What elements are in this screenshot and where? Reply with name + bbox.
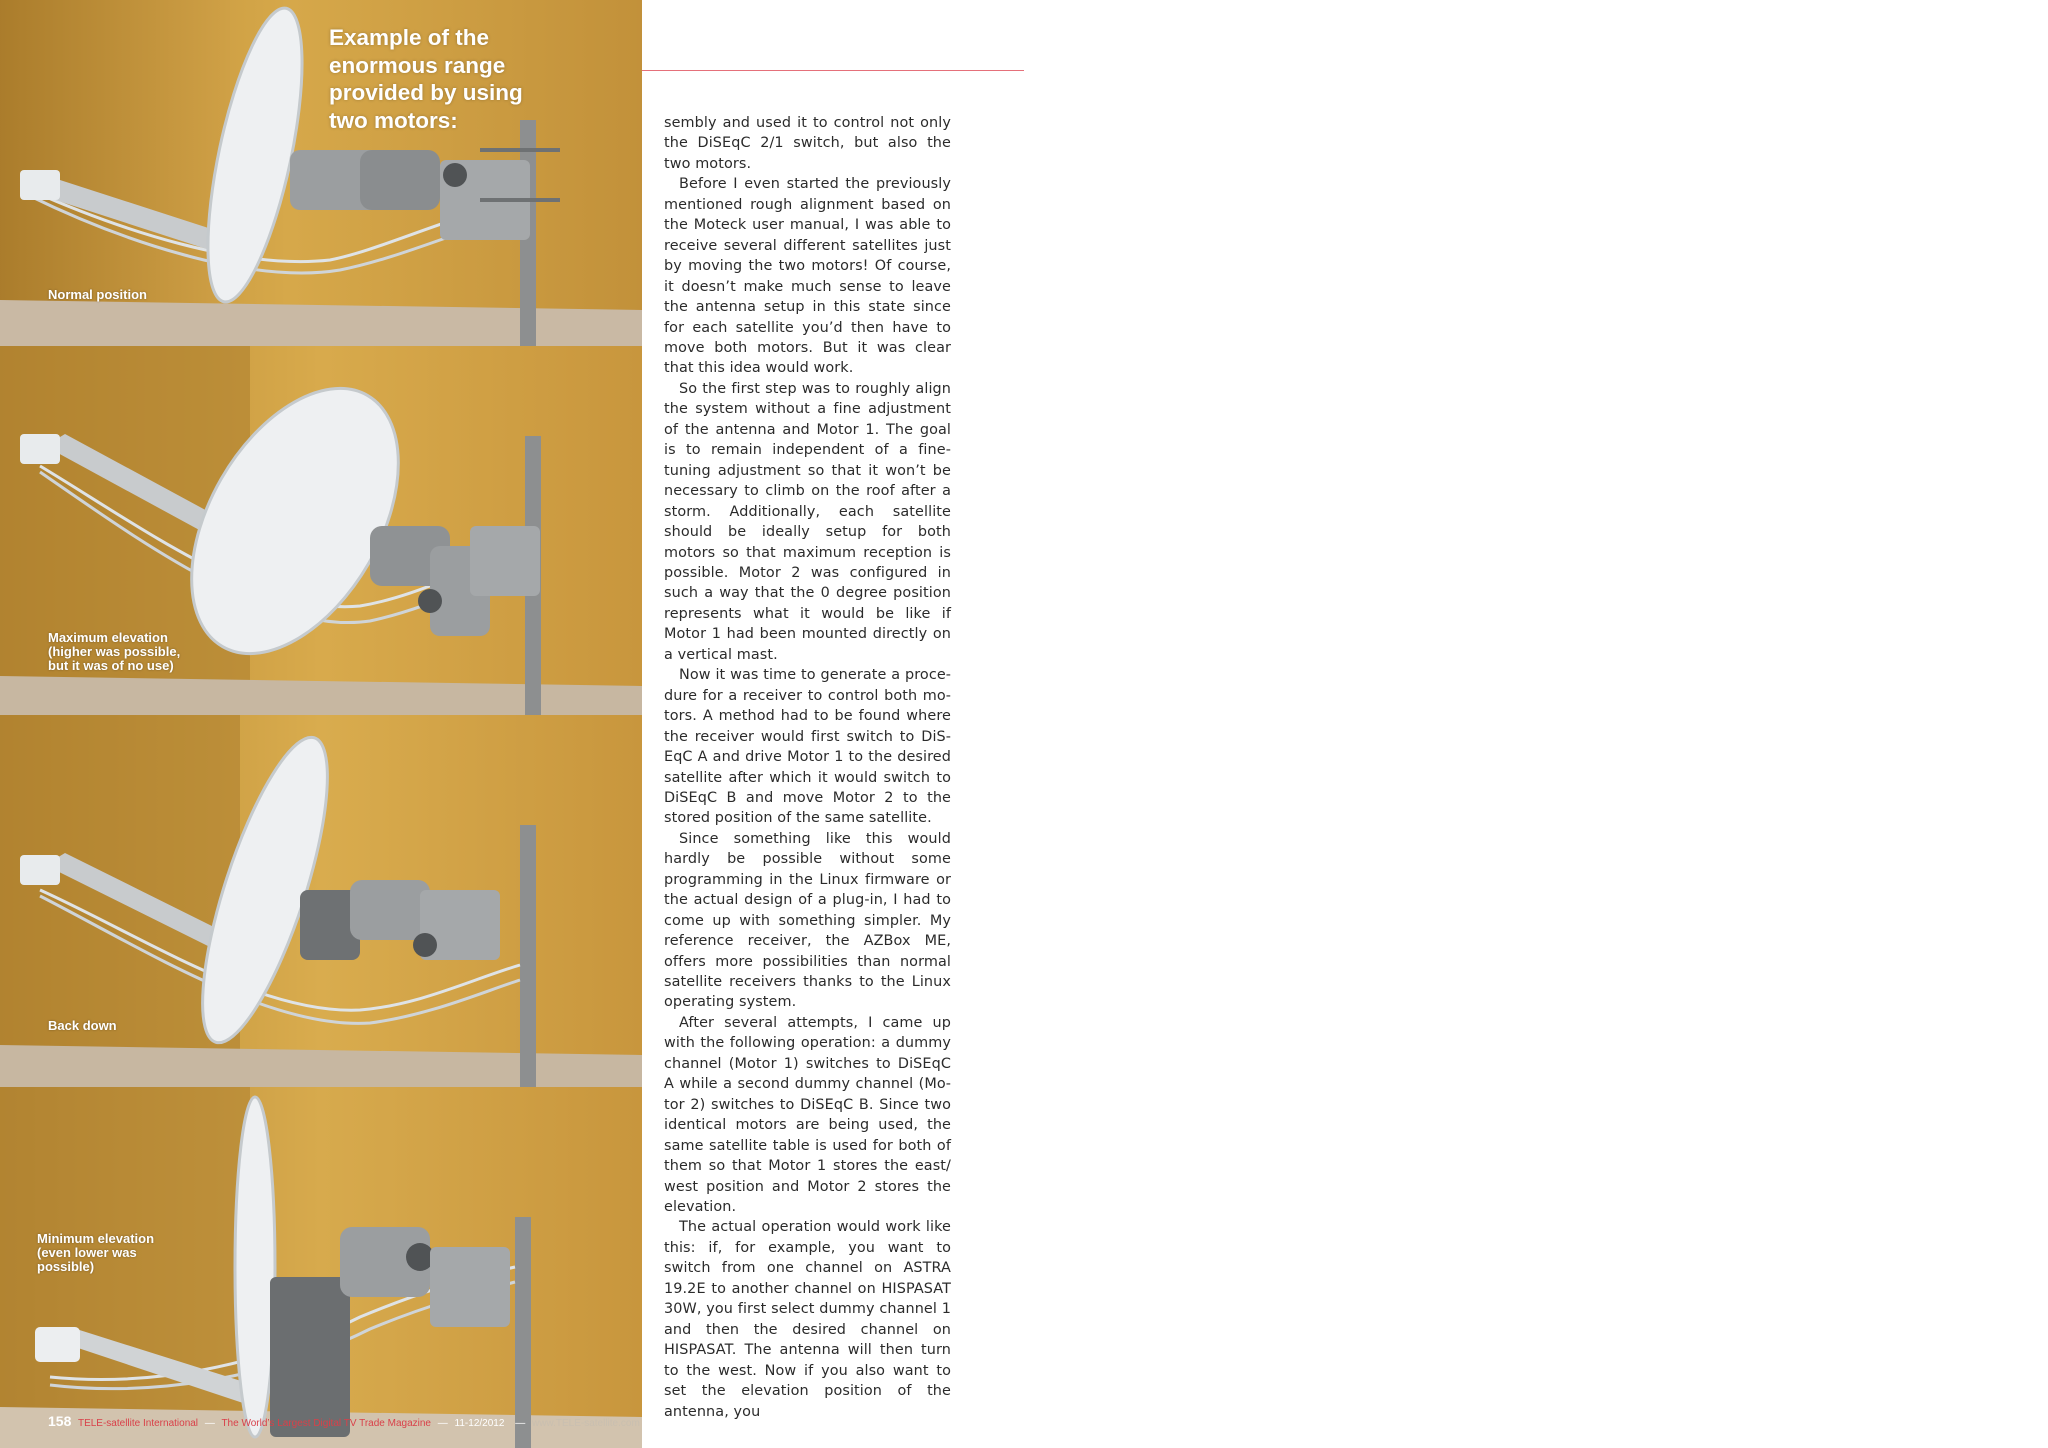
article-body <box>664 113 951 1422</box>
footer-separator: — <box>204 1418 215 1429</box>
issue-number: 11-12/2012 <box>454 1418 505 1429</box>
magazine-tagline: The World’s Largest Digital TV Trade Magazine <box>221 1418 431 1429</box>
photo-column <box>0 0 642 1448</box>
footer-separator: — <box>515 1418 526 1429</box>
article-paragraph: Since something like this would hardly be possible without some programming in the Linux firmware or the actual design of a plug-in, I had to come up with something simpler. My reference receiver, the AZBox ME, offers more possibilities than normal satellite receivers thanks to the Linux operating system. <box>664 830 951 1011</box>
photo-panel-back-down <box>0 715 642 1087</box>
photo-headline: Example of the enormous range provided by using two motors: <box>329 25 523 133</box>
article-paragraph: So the first step was to roughly align the system without a fine adjustment of the antenna and Motor 1. The goal is to remain independent of a fine-tuning adjustment so that it won’t be necessary to climb on the roof after a storm. Additionally, each satellite should be ideally setup for both motors so that maximum reception is possible. Motor 2 was configured in such a way that the 0 degree position represents what it would be like if Motor 1 had been mounted directly on a vertical mast. <box>664 380 951 663</box>
page-footer <box>48 1413 640 1429</box>
photo-panel-maximum-elevation <box>0 346 642 715</box>
photo-panel-minimum-elevation <box>0 1087 642 1448</box>
article-paragraph: sembly and used it to control not only the DiSEqC 2/1 switch, but also the two motors. <box>664 115 951 172</box>
page-number: 158 <box>48 1413 72 1429</box>
photo-panel-normal-position <box>0 0 642 346</box>
article-paragraph: Before I even started the previously mentioned rough alignment based on the Moteck user manual, I was able to receive several different satellites just by moving the two motors! Of course, it doesn’t make much sense to leave the antenna setup in this state since for each satellite you’d then have to move both motors. But it was clear that this idea would work. <box>664 176 951 377</box>
magazine-name: TELE-satellite International <box>77 1418 199 1429</box>
caption-back-down: Back down <box>48 1018 117 1033</box>
article-paragraph: Now it was time to generate a procedure for a receiver to control both motors. A method had to be found where the receiver would first switch to DiSEqC A and drive Motor 1 to the desired satellite after which it would switch to DiSEqC B and move Motor 2 to the stored position of the same satellite. <box>664 667 951 827</box>
footer-separator: — <box>437 1418 448 1429</box>
caption-minimum-elevation: Minimum elevation (even lower was possible) <box>37 1231 155 1274</box>
article-paragraph: The actual operation would work like this: if, for example, you want to switch from one channel on ASTRA 19.2E to another channel on HISPASAT 30W, you first select dummy channel 1 and then the desired channel on HISPASAT. The antenna will then turn to the west. Now if you also want to set the elevation position of the antenna, you <box>664 1219 951 1420</box>
caption-maximum-elevation: Maximum elevation (higher was possible, but it was of no use) <box>48 630 181 673</box>
article-paragraph: After several attempts, I came up with the following operation: a dummy channel (Motor 1) switches to DiSEqC A while a second dummy channel (Motor 2) switches to DiSEqC B. Since two identical motors are being used, the same satellite table is used for both of them so that Motor 1 stores the east/ west position and Motor 2 stores the elevation. <box>664 1014 951 1216</box>
header-rule <box>642 70 1024 71</box>
caption-normal-position: Normal position <box>48 287 147 302</box>
magazine-url[interactable]: www.TELE-satellite.com <box>531 1418 640 1429</box>
